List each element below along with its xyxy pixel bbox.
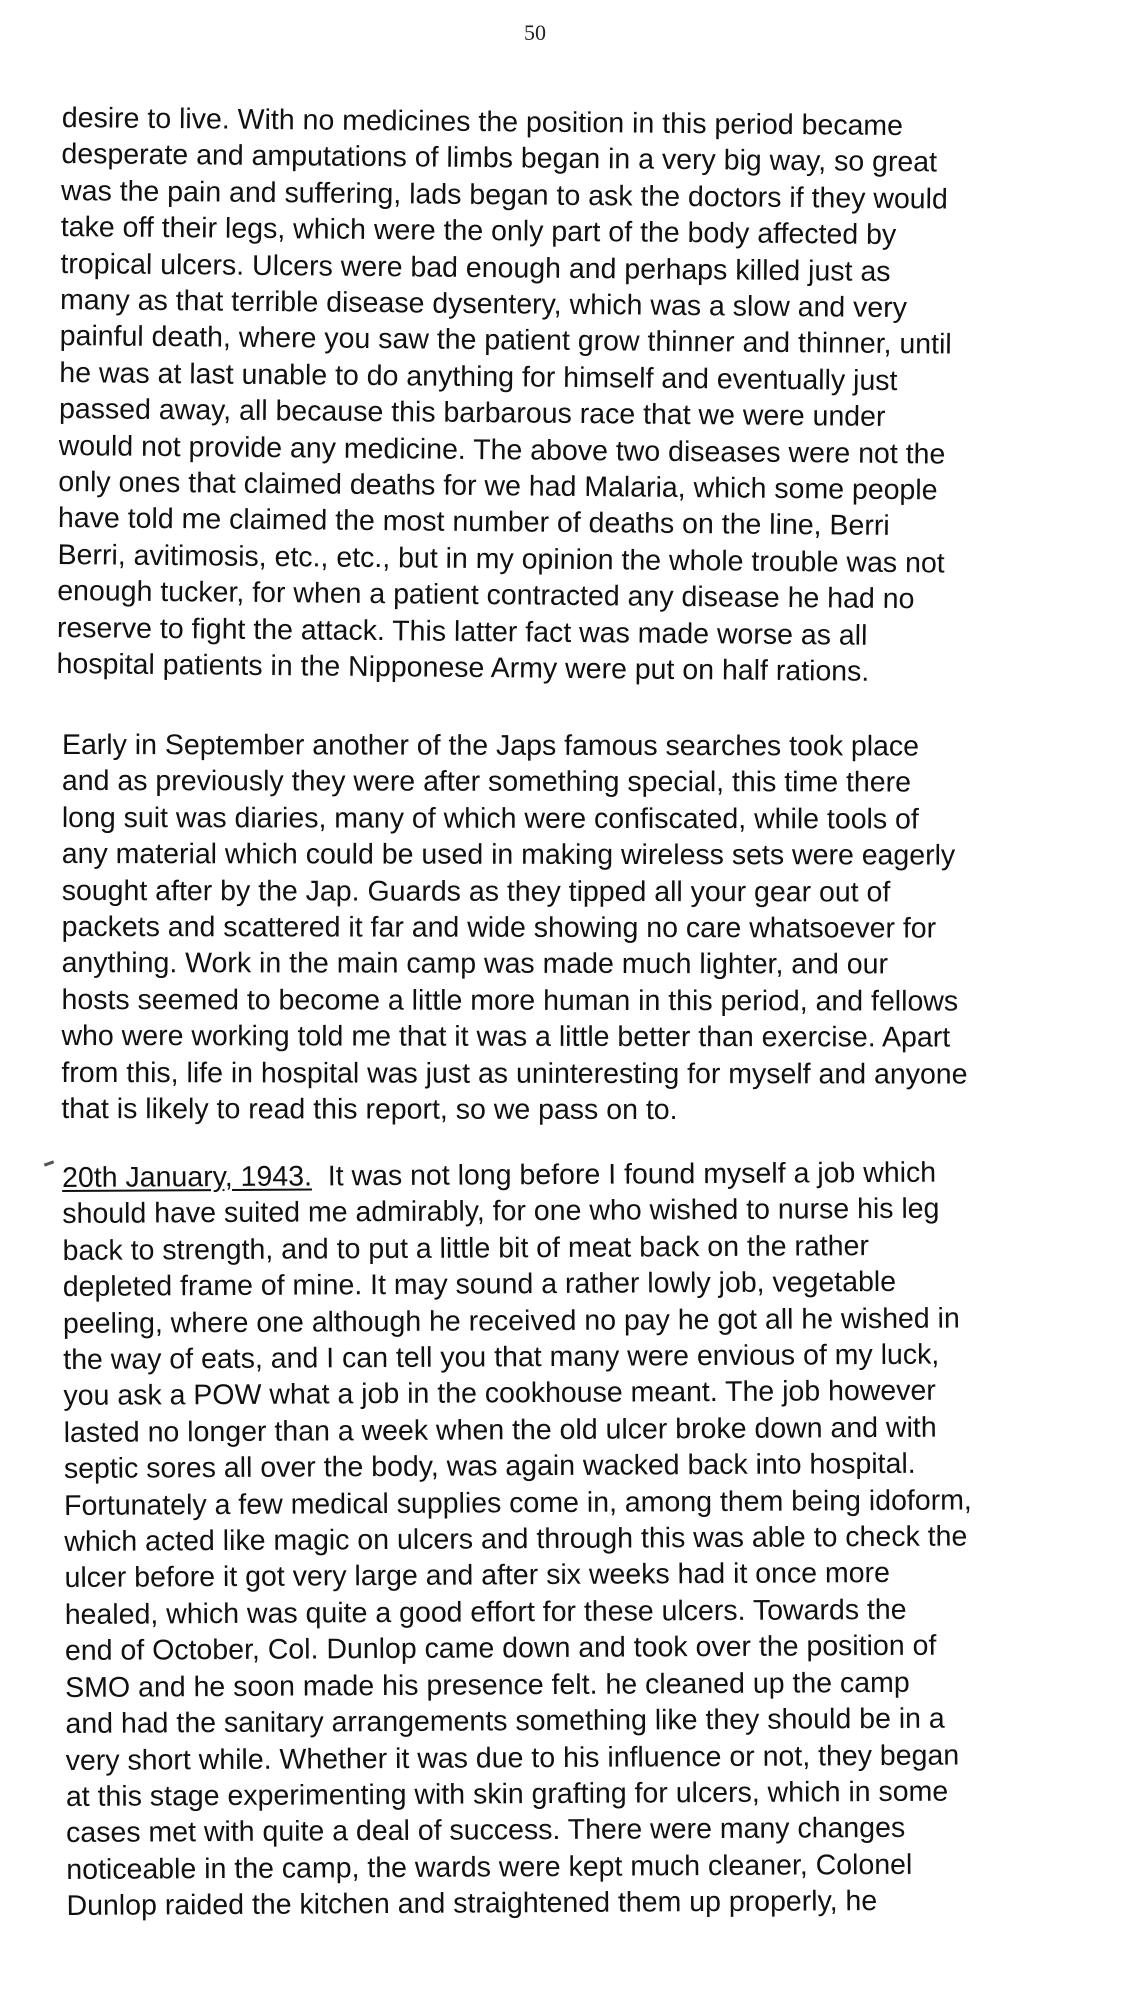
text-line: hosts seemed to become a little more human in this period, and fellows [61, 983, 959, 1018]
text-line: packets and scattered it far and wide showing no care whatsoever for [61, 911, 937, 945]
text-line: tropical ulcers. Ulcers were bad enough and perhaps killed just as [60, 247, 891, 288]
text-line: was the pain and suffering, lads began to ask the doctors if they would [60, 174, 948, 216]
text-line: ulcer before it got very large and after six weeks had it once more [64, 1557, 890, 1595]
text-line: sought after by the Jap. Guards as they tipped all your gear out of [61, 874, 891, 909]
text-line: at this stage experimenting with skin grafting for ulcers, which in some [65, 1775, 949, 1813]
text-line: back to strength, and to put a little bit of meat back on the rather [62, 1229, 870, 1267]
text-line: long suit was diaries, many of which were confiscated, while tools of [61, 801, 919, 836]
text-fragment: It was not long before I found myself a job which [311, 1156, 937, 1193]
paragraph-1 [56, 100, 1092, 692]
text-line: from this, life in hospital was just as uninteresting for myself and anyone [61, 1056, 968, 1091]
text-line: passed away, all because this barbarous race that we were under [58, 393, 886, 434]
text-line: enough tucker, for when a patient contracted any disease he had no [57, 575, 915, 616]
text-line: any material which could be used in making wireless sets were eagerly [61, 838, 956, 872]
text-line: which acted like magic on ulcers and through this was able to check the [64, 1520, 968, 1559]
text-line: Dunlop raided the kitchen and straightened them up properly, he [66, 1885, 878, 1923]
text-line: many as that terrible disease dysentery, which was a slow and very [59, 284, 908, 325]
text-line: peeling, where one although he received no pay he got all he wished in [62, 1302, 960, 1340]
text-line: would not provide any medicine. The above two diseases were not the [58, 429, 946, 471]
text-line: Berri, avitimosis, etc., etc., but in my opinion the whole trouble was not [57, 538, 945, 580]
text-line: Early in September another of the Japs famous searches took place [61, 729, 920, 763]
text-line: healed, which was quite a good effort for these ulcers. Towards the [64, 1593, 907, 1631]
text-line: anything. Work in the main camp was made much lighter, and our [61, 947, 889, 981]
page-number: 50 [524, 20, 546, 45]
text-line: you ask a POW what a job in the cookhouse meant. The job however [63, 1375, 936, 1413]
text-line: desire to live. With no medicines the position in this period became [61, 101, 904, 143]
text-line: only ones that claimed deaths for we had Malaria, which some people [58, 466, 938, 507]
text-line: noticeable in the camp, the wards were kept much cleaner, Colonel [66, 1848, 913, 1886]
text-line: who were working told me that it was a little better than exercise. Apart [61, 1020, 951, 1054]
text-line: take off their legs, which were the only part of the body affected by [60, 211, 897, 252]
text-line: SMO and he soon made his presence felt. he cleaned up the camp [65, 1666, 910, 1704]
text-line: desperate and amputations of limbs began in a very big way, so great [61, 138, 938, 179]
text-line: should have suited me admirably, for one who wished to nurse his leg [62, 1193, 940, 1231]
paragraph-2 [61, 727, 1092, 1129]
text-line: cases met with quite a deal of success. There were many changes [66, 1812, 906, 1850]
text-line: painful death, where you saw the patient grow thinner and thinner, until [59, 320, 952, 361]
text-line: lasted no longer than a week when the old ulcer broke down and with [63, 1411, 937, 1449]
text-line: he was at last unable to do anything for himself and eventually just [59, 356, 898, 397]
text-line: depleted frame of mine. It may sound a rather lowly job, vegetable [62, 1266, 897, 1304]
text-line: and as previously they were after something special, this time there [61, 765, 912, 799]
stray-pen-mark [44, 1160, 54, 1166]
text-line: reserve to fight the attack. This latter fact was made worse as all [56, 611, 868, 652]
text-line: the way of eats, and I can tell you that many were envious of my luck, [63, 1338, 940, 1377]
text-line: have told me claimed the most number of deaths on the line, Berri [57, 502, 890, 543]
text-line: very short while. Whether it was due to his influence or not, they began [65, 1739, 960, 1777]
text-line: Fortunately a few medical supplies come in, among them being idoform, [64, 1484, 972, 1522]
text-line: hospital patients in the Nipponese Army were put on half rations. [56, 648, 870, 688]
text-line: and had the sanitary arrangements something like they should be in a [65, 1702, 945, 1741]
text-line-with-date [62, 1154, 1092, 1197]
paragraph-3 [62, 1154, 1097, 1925]
text-line: that is likely to read this report, so we pass on to. [61, 1093, 678, 1127]
date-heading: 20th January, 1943. [62, 1160, 313, 1194]
text-line: septic sores all over the body, was again wacked back into hospital. [63, 1448, 916, 1486]
text-line: end of October, Col. Dunlop came down and took over the position of [64, 1629, 937, 1668]
